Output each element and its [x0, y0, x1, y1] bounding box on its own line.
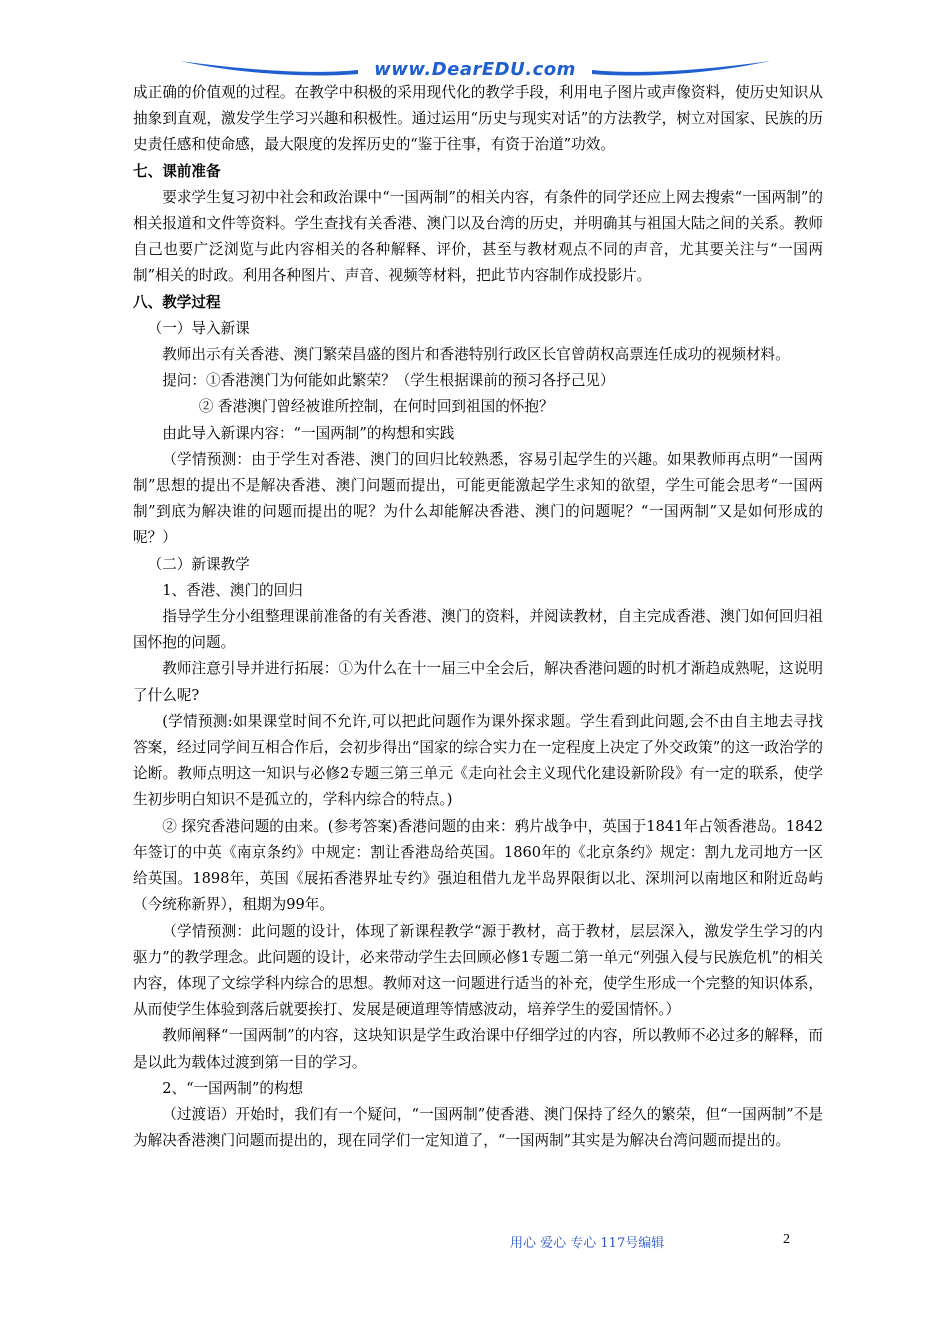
paragraph: (学情预测:如果课堂时间不允许,可以把此问题作为课外探求题。学生看到此问题,会不由自主地去寻找答案，经过同学间互相合作后，会初步得出“国家的综合实力在一定程度上决定了外交政策”的这一政治学的论断。教师点明这一知识与必修2专题三第三单元《走向社会主义现代化建设新阶段》有一定的联系，使学生初步明白知识不是孤立的，学科内综合的特点。): [133, 712, 823, 809]
question: ② 香港澳门曾经被谁所控制，在何时回到祖国的怀抱？: [198, 398, 554, 416]
paragraph: （学情预测：由于学生对香港、澳门的回归比较熟悉，容易引起学生的兴趣。如果教师再点明“一国两制”思想的提出不是解决香港、澳门问题而提出，可能更能激起学生求知的欲望，学生可能会思考“一国两制”到底为解决谁的问题而提出的呢？为什么却能解决香港、澳门的问题呢？“一国两制”又是如何形成的呢？）: [133, 450, 823, 547]
paragraph: ② 探究香港问题的由来。(参考答案)香港问题的由来：鸦片战争中，英国于1841年占领香港岛。1842年签订的中英《南京条约》中规定：割让香港岛给英国。1860年的《北京条约》规定：割九龙司地方一区给英国。1898年，英国《展拓香港界址专约》强迫租借九龙半岛界限街以北、深圳河以南地区和附近岛屿（今统称新界），租期为99年。: [133, 817, 823, 914]
site-url: www.DearEDU.com: [374, 59, 576, 80]
section-heading: 七、课前准备: [133, 162, 221, 180]
paragraph: （学情预测：此问题的设计，体现了新课程教学“源于教材，高于教材，层层深入，激发学生学习的内驱力”的教学理念。此问题的设计，必来带动学生去回顾必修1专题二第一单元“列强入侵与民族危机”的相关内容，体现了文综学科内综合的思想。教师对这一问题进行适当的补充，使学生形成一个完整的知识体系，从而使学生体验到落后就要挨打、发展是硬道理等情感波动，培养学生的爱国情怀。）: [133, 922, 823, 1019]
subheading: 1、香港、澳门的回归: [162, 581, 303, 599]
question: 提问：①香港澳门为何能如此繁荣？（学生根据课前的预习各抒己见）: [162, 372, 615, 390]
paragraph: 要求学生复习初中社会和政治课中“一国两制”的相关内容，有条件的同学还应上网去搜索“一国两制”的相关报道和文件等资料。学生查找有关香港、澳门以及台湾的历史，并明确其与祖国大陆之间的关系。教师自己也要广泛浏览与此内容相关的各种解释、评价，甚至与教材观点不同的声音，尤其要关注与“一国两制”相关的时政。利用各种图片、声音、视频等材料，把此节内容制作成投影片。: [133, 188, 823, 285]
paragraph: 教师注意引导并进行拓展：①为什么在十一届三中全会后，解决香港问题的时机才渐趋成熟呢，这说明了什么呢?: [133, 660, 823, 704]
document-body: [133, 80, 823, 1154]
subheading: （一）导入新课: [147, 319, 250, 337]
footer-credit: 用心 爱心 专心 117号编辑: [510, 1236, 665, 1251]
subheading: 2、“一国两制”的构想: [162, 1079, 304, 1097]
paragraph: 成正确的价值观的过程。在教学中积极的采用现代化的教学手段，利用电子图片或声像资料，使历史知识从抽象到直观，激发学生学习兴趣和积极性。通过运用“历史与现实对话”的方法教学，树立对国家、民族的历史责任感和使命感，最大限度的发挥历史的“鉴于往事，有资于治道”功效。: [133, 84, 823, 154]
paragraph: 教师阐释“一国两制”的内容，这块知识是学生政治课中仔细学过的内容，所以教师不必过多的解释，而是以此为载体过渡到第一目的学习。: [133, 1027, 823, 1071]
section-heading: 八、教学过程: [133, 293, 221, 311]
paragraph: 教师出示有关香港、澳门繁荣昌盛的图片和香港特别行政区长官曾荫权高票连任成功的视频材料。: [162, 346, 790, 364]
page-footer: [0, 1232, 950, 1252]
paragraph: 指导学生分小组整理课前准备的有关香港、澳门的资料，并阅读教材，自主完成香港、澳门如何回归祖国怀抱的问题。: [133, 608, 823, 652]
page-number: 2: [783, 1232, 790, 1247]
paragraph: 由此导入新课内容：“一国两制”的构想和实践: [162, 424, 455, 442]
paragraph: （过渡语）开始时，我们有一个疑问，“一国两制”使香港、澳门保持了经久的繁荣，但“一国两制”不是为解决香港澳门问题而提出的，现在同学们一定知道了，“一国两制”其实是为解决台湾问题而提出的。: [133, 1105, 823, 1150]
subheading: （二）新课教学: [147, 555, 250, 573]
